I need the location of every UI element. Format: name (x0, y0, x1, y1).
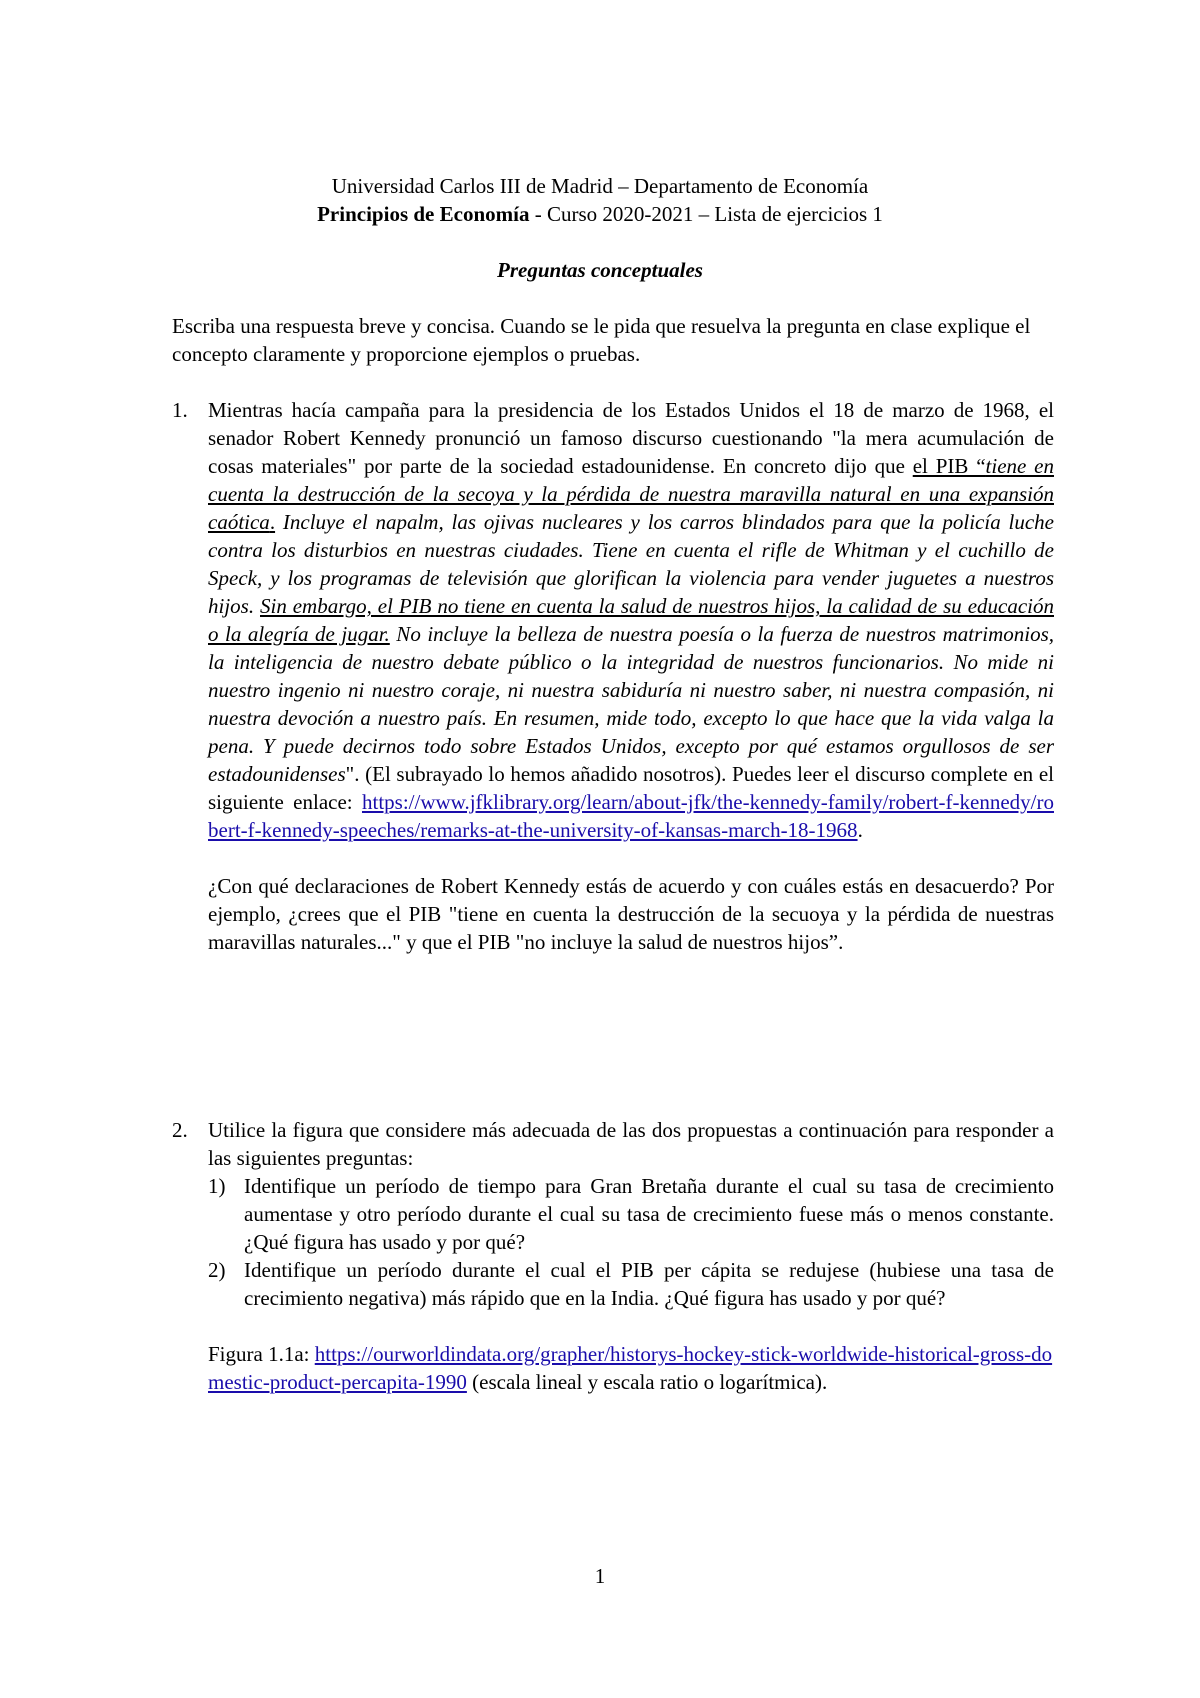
question-number: 2. (172, 1118, 188, 1142)
question-1-body (208, 396, 1054, 956)
section-title: Preguntas conceptuales (497, 258, 703, 282)
university-header: Universidad Carlos III de Madrid – Departamento de Economía (331, 174, 869, 198)
kennedy-quote-paragraph: Mientras hacía campaña para la presidencia de los Estados Unidos el 18 de marzo de 1968, el senador Robert Kennedy pronunció un famoso discurso cuestionando "la mera acumulación de cosas materiales" por parte de la sociedad estadounidense. En concreto dijo que el PIB “tiene en cuenta la destrucción de la secoya y la pérdida de nuestra maravilla natural en una expansión caótica. Incluye el napalm, las ojivas nucleares y los carros blindados para que la policía luche contra los disturbios en nuestras ciudades. Tiene en cuenta el rifle de Whitman y el cuchillo de Speck, y los programas de televisión que glorifican la violencia para vender juguetes a nuestros hijos. Sin embargo, el PIB no tiene en cuenta la salud de nuestros hijos, la calidad de su educación o la alegría de jugar. No incluye la belleza de nuestra poesía o la fuerza de nuestros matrimonios, la inteligencia de nuestro debate público o la integridad de nuestros funcionarios. No mide ni nuestro ingenio ni nuestro coraje, ni nuestra sabiduría ni nuestro saber, ni nuestra compasión, ni nuestra devoción a nuestro país. En resumen, mide todo, excepto lo que hace que la vida valga la pena. Y puede decirnos todo sobre Estados Unidos, excepto por qué estamos orgullosos de ser estadounidenses". (El subrayado lo hemos añadido nosotros). Puedes leer el discurso complete en el siguiente enlace: https://www.jfklibrary.org/learn/about-jfk/the-kennedy-family/robert-f-kennedy/robert-f-kennedy-speeches/remarks-at-the-university-of-kansas-march-18-1968. (208, 398, 1054, 842)
course-name: Principios de Economía (317, 202, 530, 226)
page-number: 1 (594, 1564, 606, 1588)
question-2-prompt: Utilice la figura que considere más adecuada de las dos propuestas a continuación para responder a las siguientes preguntas: (208, 1118, 1054, 1170)
sub-question-1: 1) Identifique un período de tiempo para Gran Bretaña durante el cual su tasa de crecimiento aumentase y otro período durante el cual su tasa de crecimiento fuese más o menos constante. ¿Qué figura has usado y por qué? (208, 1174, 1054, 1254)
question-1-prompt: ¿Con qué declaraciones de Robert Kennedy estás de acuerdo y con cuáles estás en desacuerdo? Por ejemplo, ¿crees que el PIB "tiene en cuenta la destrucción de la secuoya y la pérdida de nuestras maravillas naturales..." y que el PIB "no incluye la salud de nuestros hijos”. (208, 874, 1054, 954)
question-number: 1. (172, 398, 188, 422)
sub-question-2: 2) Identifique un período durante el cual el PIB per cápita se redujese (hubiese una tasa de crecimiento negativa) más rápido que en la India. ¿Qué figura has usado y por qué? (208, 1258, 1054, 1310)
course-details: - Curso 2020-2021 – Lista de ejercicios 1 (529, 202, 883, 226)
course-header (0, 200, 1200, 228)
jfk-library-link[interactable]: https://www.jfklibrary.org/learn/about-jfk/the-kennedy-family/robert-f-kennedy/robert-f-kennedy-speeches/remarks-at-the-university-of-kansas-march-18-1968 (208, 790, 1054, 842)
question-2-body (208, 1116, 1054, 1396)
instructions-paragraph: Escriba una respuesta breve y concisa. Cuando se le pida que resuelva la pregunta en clase explique el concepto claramente y proporcione ejemplos o pruebas. (172, 314, 1031, 366)
ourworldindata-link[interactable]: https://ourworldindata.org/grapher/historys-hockey-stick-worldwide-historical-gross-domestic-product-percapita-1990 (208, 1342, 1053, 1394)
figure-reference: Figura 1.1a: https://ourworldindata.org/grapher/historys-hockey-stick-worldwide-historical-gross-domestic-product-percapita-1990 (escala lineal y escala ratio o logarítmica). (208, 1342, 1053, 1394)
